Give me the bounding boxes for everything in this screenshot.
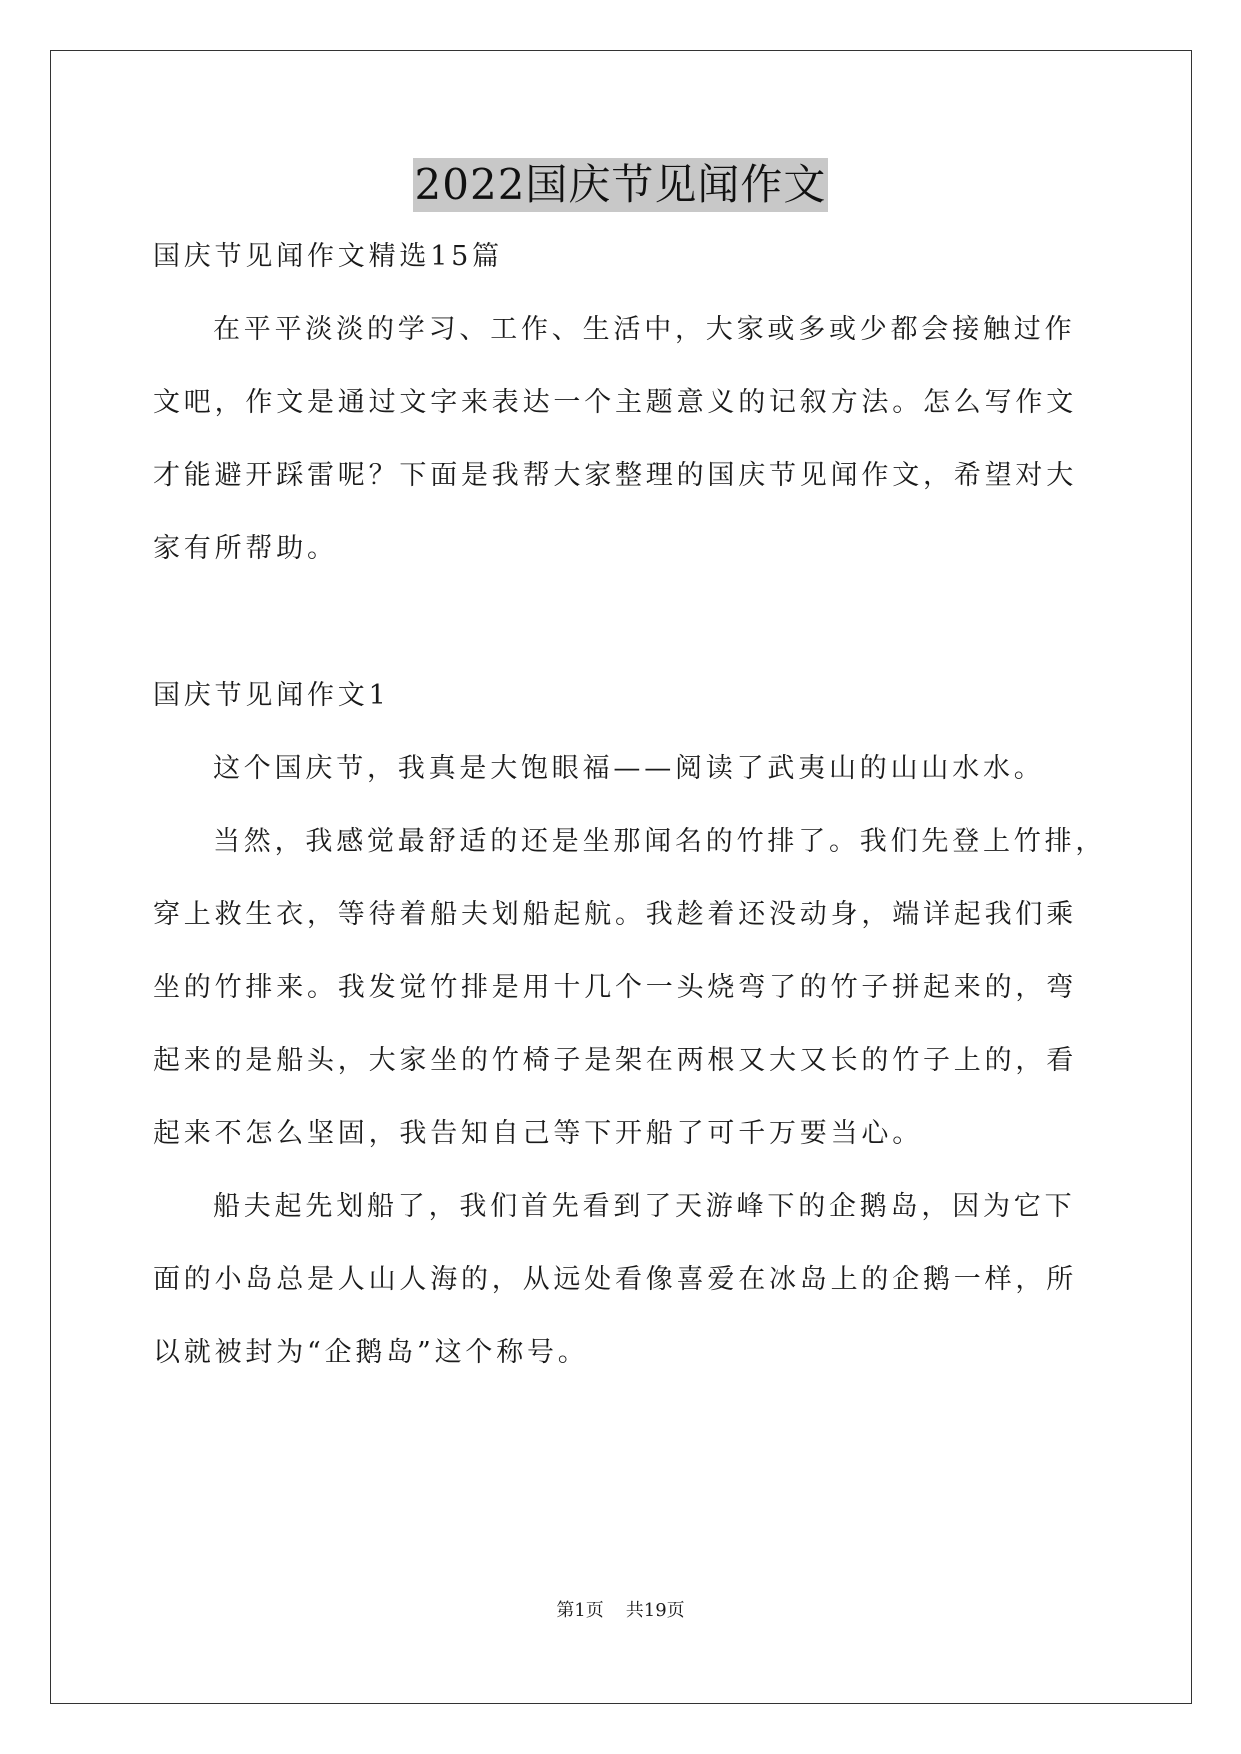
page-border [50, 50, 1192, 1704]
section-heading: 国庆节见闻作文1 [153, 680, 390, 711]
document-title: 2022国庆节见闻作文 [413, 158, 829, 212]
paragraph-line: 当然，我感觉最舒适的还是坐那闻名的竹排了。我们先登上竹排， [213, 826, 1107, 857]
paragraph-line: 才能避开踩雷呢？下面是我帮大家整理的国庆节见闻作文，希望对大 [153, 460, 1077, 491]
paragraph-line: 文吧，作文是通过文字来表达一个主题意义的记叙方法。怎么写作文 [153, 387, 1077, 418]
paragraph-line: 穿上救生衣，等待着船夫划船起航。我趁着还没动身，端详起我们乘 [153, 899, 1077, 930]
paragraph-line: 坐的竹排来。我发觉竹排是用十几个一头烧弯了的竹子拼起来的，弯 [153, 972, 1077, 1003]
paragraph-line: 这个国庆节，我真是大饱眼福——阅读了武夷山的山山水水。 [213, 753, 1045, 784]
page-total: 共19页 [625, 1600, 685, 1621]
paragraph-line: 起来的是船头，大家坐的竹椅子是架在两根又大又长的竹子上的，看 [153, 1045, 1077, 1076]
paragraph-line: 面的小岛总是人山人海的，从远处看像喜爱在冰岛上的企鹅一样，所 [153, 1264, 1077, 1295]
subtitle-line: 国庆节见闻作文精选15篇 [153, 241, 503, 272]
page-number: 第1页 [556, 1600, 604, 1621]
page-footer [0, 1600, 1241, 1622]
paragraph-line: 起来不怎么坚固，我告知自己等下开船了可千万要当心。 [153, 1118, 923, 1149]
paragraph-line: 在平平淡淡的学习、工作、生活中，大家或多或少都会接触过作 [213, 314, 1076, 345]
title-area [0, 158, 1241, 212]
paragraph-line: 家有所帮助。 [153, 533, 338, 564]
paragraph-line: 船夫起先划船了，我们首先看到了天游峰下的企鹅岛，因为它下 [213, 1191, 1076, 1222]
paragraph-line: 以就被封为“企鹅岛”这个称号。 [153, 1337, 589, 1368]
